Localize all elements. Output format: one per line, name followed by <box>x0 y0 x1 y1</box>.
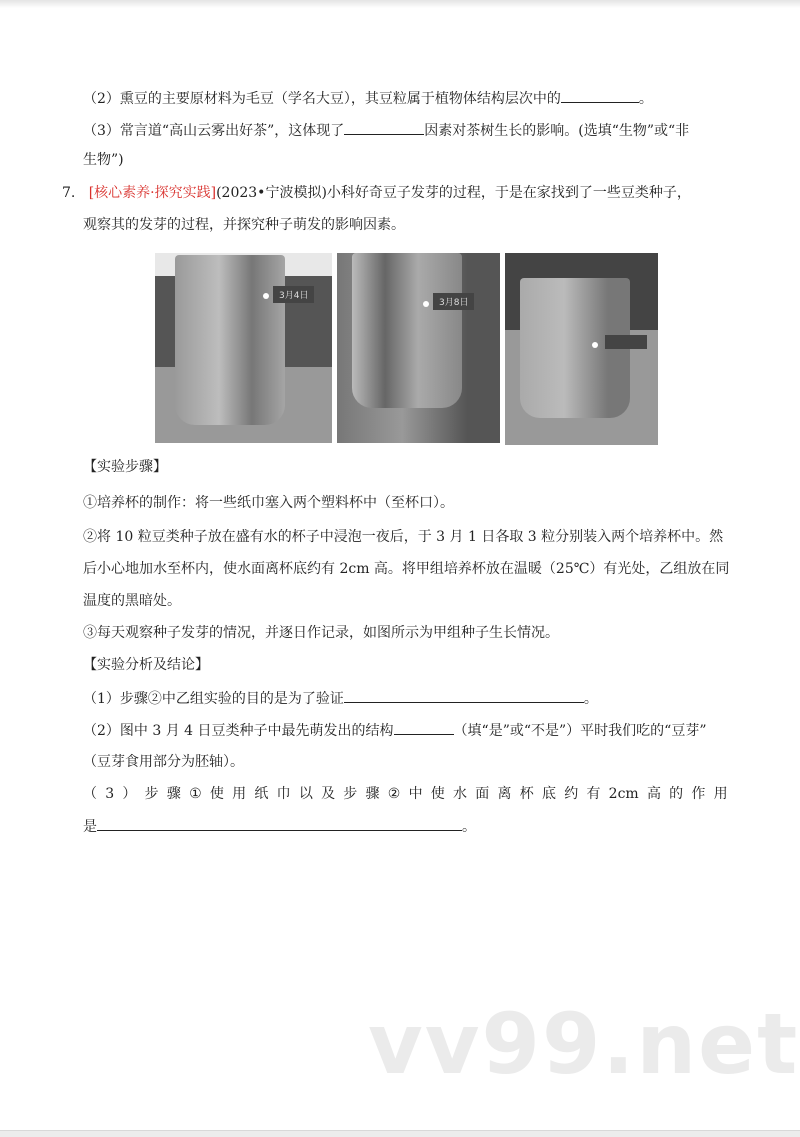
analysis-3-char: 以 <box>298 786 313 802</box>
q6-part3-cont: 生物”) <box>83 152 124 168</box>
analysis-3-char: 用 <box>232 786 247 802</box>
analysis-3-char: 作 <box>691 786 706 802</box>
photo-cup-3 <box>505 253 658 445</box>
analysis-1 <box>83 688 598 709</box>
analysis-3-char: （ <box>83 786 97 802</box>
period: 。 <box>638 91 653 107</box>
q6-part3 <box>83 120 689 141</box>
analysis-3-char: 骤 <box>365 786 380 802</box>
period: 。 <box>462 819 476 835</box>
analysis-3-char: 底 <box>541 786 556 802</box>
answer-blank[interactable] <box>97 816 462 831</box>
analysis-3-char: 杯 <box>519 786 534 802</box>
analysis-2-cont: （豆芽食用部分为胚轴）。 <box>83 754 244 770</box>
answer-blank[interactable] <box>344 688 584 703</box>
q6-part2-text: （2）熏豆的主要原材料为毛豆（学名大豆），其豆粒属于植物体结构层次中的 <box>83 91 561 107</box>
step-1: ①培养杯的制作：将一些纸巾塞入两个塑料杯中（至杯口）。 <box>83 495 454 511</box>
analysis-1-text: （1）步骤②中乙组实验的目的是为了验证 <box>83 691 344 707</box>
q6-part2 <box>83 88 653 109</box>
analysis-3-char: 水 <box>453 786 468 802</box>
q7-stem-text: 小科好奇豆子发芽的过程，于是在家找到了一些豆类种子， <box>326 185 691 201</box>
photo-date-label <box>605 335 647 349</box>
analysis-3-char: 巾 <box>276 786 291 802</box>
analysis-2-text: （2）图中 3 月 4 日豆类种子中最先萌发出的结构 <box>83 723 394 739</box>
analysis-3-cont <box>83 816 476 837</box>
analysis-3-char: 面 <box>475 786 490 802</box>
analysis-3-char: 有 <box>586 786 601 802</box>
analysis-heading: 【实验分析及结论】 <box>83 657 209 673</box>
analysis-3-char: ① <box>189 786 202 802</box>
q6-part3-text: （3）常言道“高山云雾出好茶”，这体现了 <box>83 123 345 139</box>
analysis-3-char: 用 <box>713 786 728 802</box>
photo-cup-2 <box>337 253 500 443</box>
page-top-edge <box>0 0 800 8</box>
analysis-3-char: 纸 <box>254 786 269 802</box>
analysis-3-char: 高 <box>646 786 661 802</box>
period: 。 <box>583 691 598 707</box>
analysis-3-cont-text: 是 <box>83 819 97 835</box>
q7-stem-cont: 观察其的发芽的过程，并探究种子萌发的影响因素。 <box>83 217 405 233</box>
analysis-3-char: 中 <box>408 786 423 802</box>
photo-date-label: 3月8日 <box>433 293 474 310</box>
step-2: ②将 10 粒豆类种子放在盛有水的杯子中浸泡一夜后，于 3 月 1 日各取 3 粒分别装入两个培养杯中。然 <box>83 529 724 545</box>
q6-part3-after: 因素对茶树生长的影响。(选填“生物”或“非 <box>424 123 690 139</box>
q7-tag: [核心素养·探究实践] <box>88 185 217 201</box>
analysis-3-char: ） <box>122 786 137 802</box>
analysis-3-char: 及 <box>321 786 336 802</box>
watermark: vv99.net <box>368 995 800 1093</box>
step-2-cont2: 温度的黑暗处。 <box>83 593 181 609</box>
analysis-3-char: ② <box>387 786 401 802</box>
analysis-3-char: 使 <box>430 786 445 802</box>
analysis-3-char: 离 <box>497 786 512 802</box>
analysis-3-char: 步 <box>144 786 159 802</box>
answer-blank[interactable] <box>394 720 454 735</box>
analysis-3-char: 2cm <box>608 786 639 802</box>
step-2-cont: 后小心地加水至杯内，使水面离杯底约有 2cm 高。将甲组培养杯放在温暖（25℃）有光处，乙组放在同 <box>83 561 730 577</box>
analysis-3 <box>83 784 728 804</box>
analysis-3-char: 使 <box>209 786 224 802</box>
analysis-3-char: 骤 <box>166 786 181 802</box>
photo-cup-1 <box>155 253 332 443</box>
steps-heading: 【实验步骤】 <box>83 459 167 475</box>
q7-source: (2023•宁波模拟) <box>216 185 327 201</box>
analysis-3-char: 约 <box>564 786 579 802</box>
analysis-3-char: 的 <box>669 786 684 802</box>
answer-blank[interactable] <box>344 120 424 135</box>
page-bottom-edge <box>0 1130 800 1137</box>
photo-date-label: 3月4日 <box>273 286 314 303</box>
analysis-3-char: 3 <box>105 786 115 802</box>
answer-blank[interactable] <box>561 88 639 103</box>
analysis-2-after: （填“是”或“不是”）平时我们吃的“豆芽” <box>453 723 707 739</box>
q7-stem <box>62 183 691 203</box>
question-number: 7. <box>62 185 76 201</box>
step-3: ③每天观察种子发芽的情况，并逐日作记录，如图所示为甲组种子生长情况。 <box>83 625 559 641</box>
analysis-3-char: 步 <box>343 786 358 802</box>
analysis-2 <box>83 720 706 741</box>
